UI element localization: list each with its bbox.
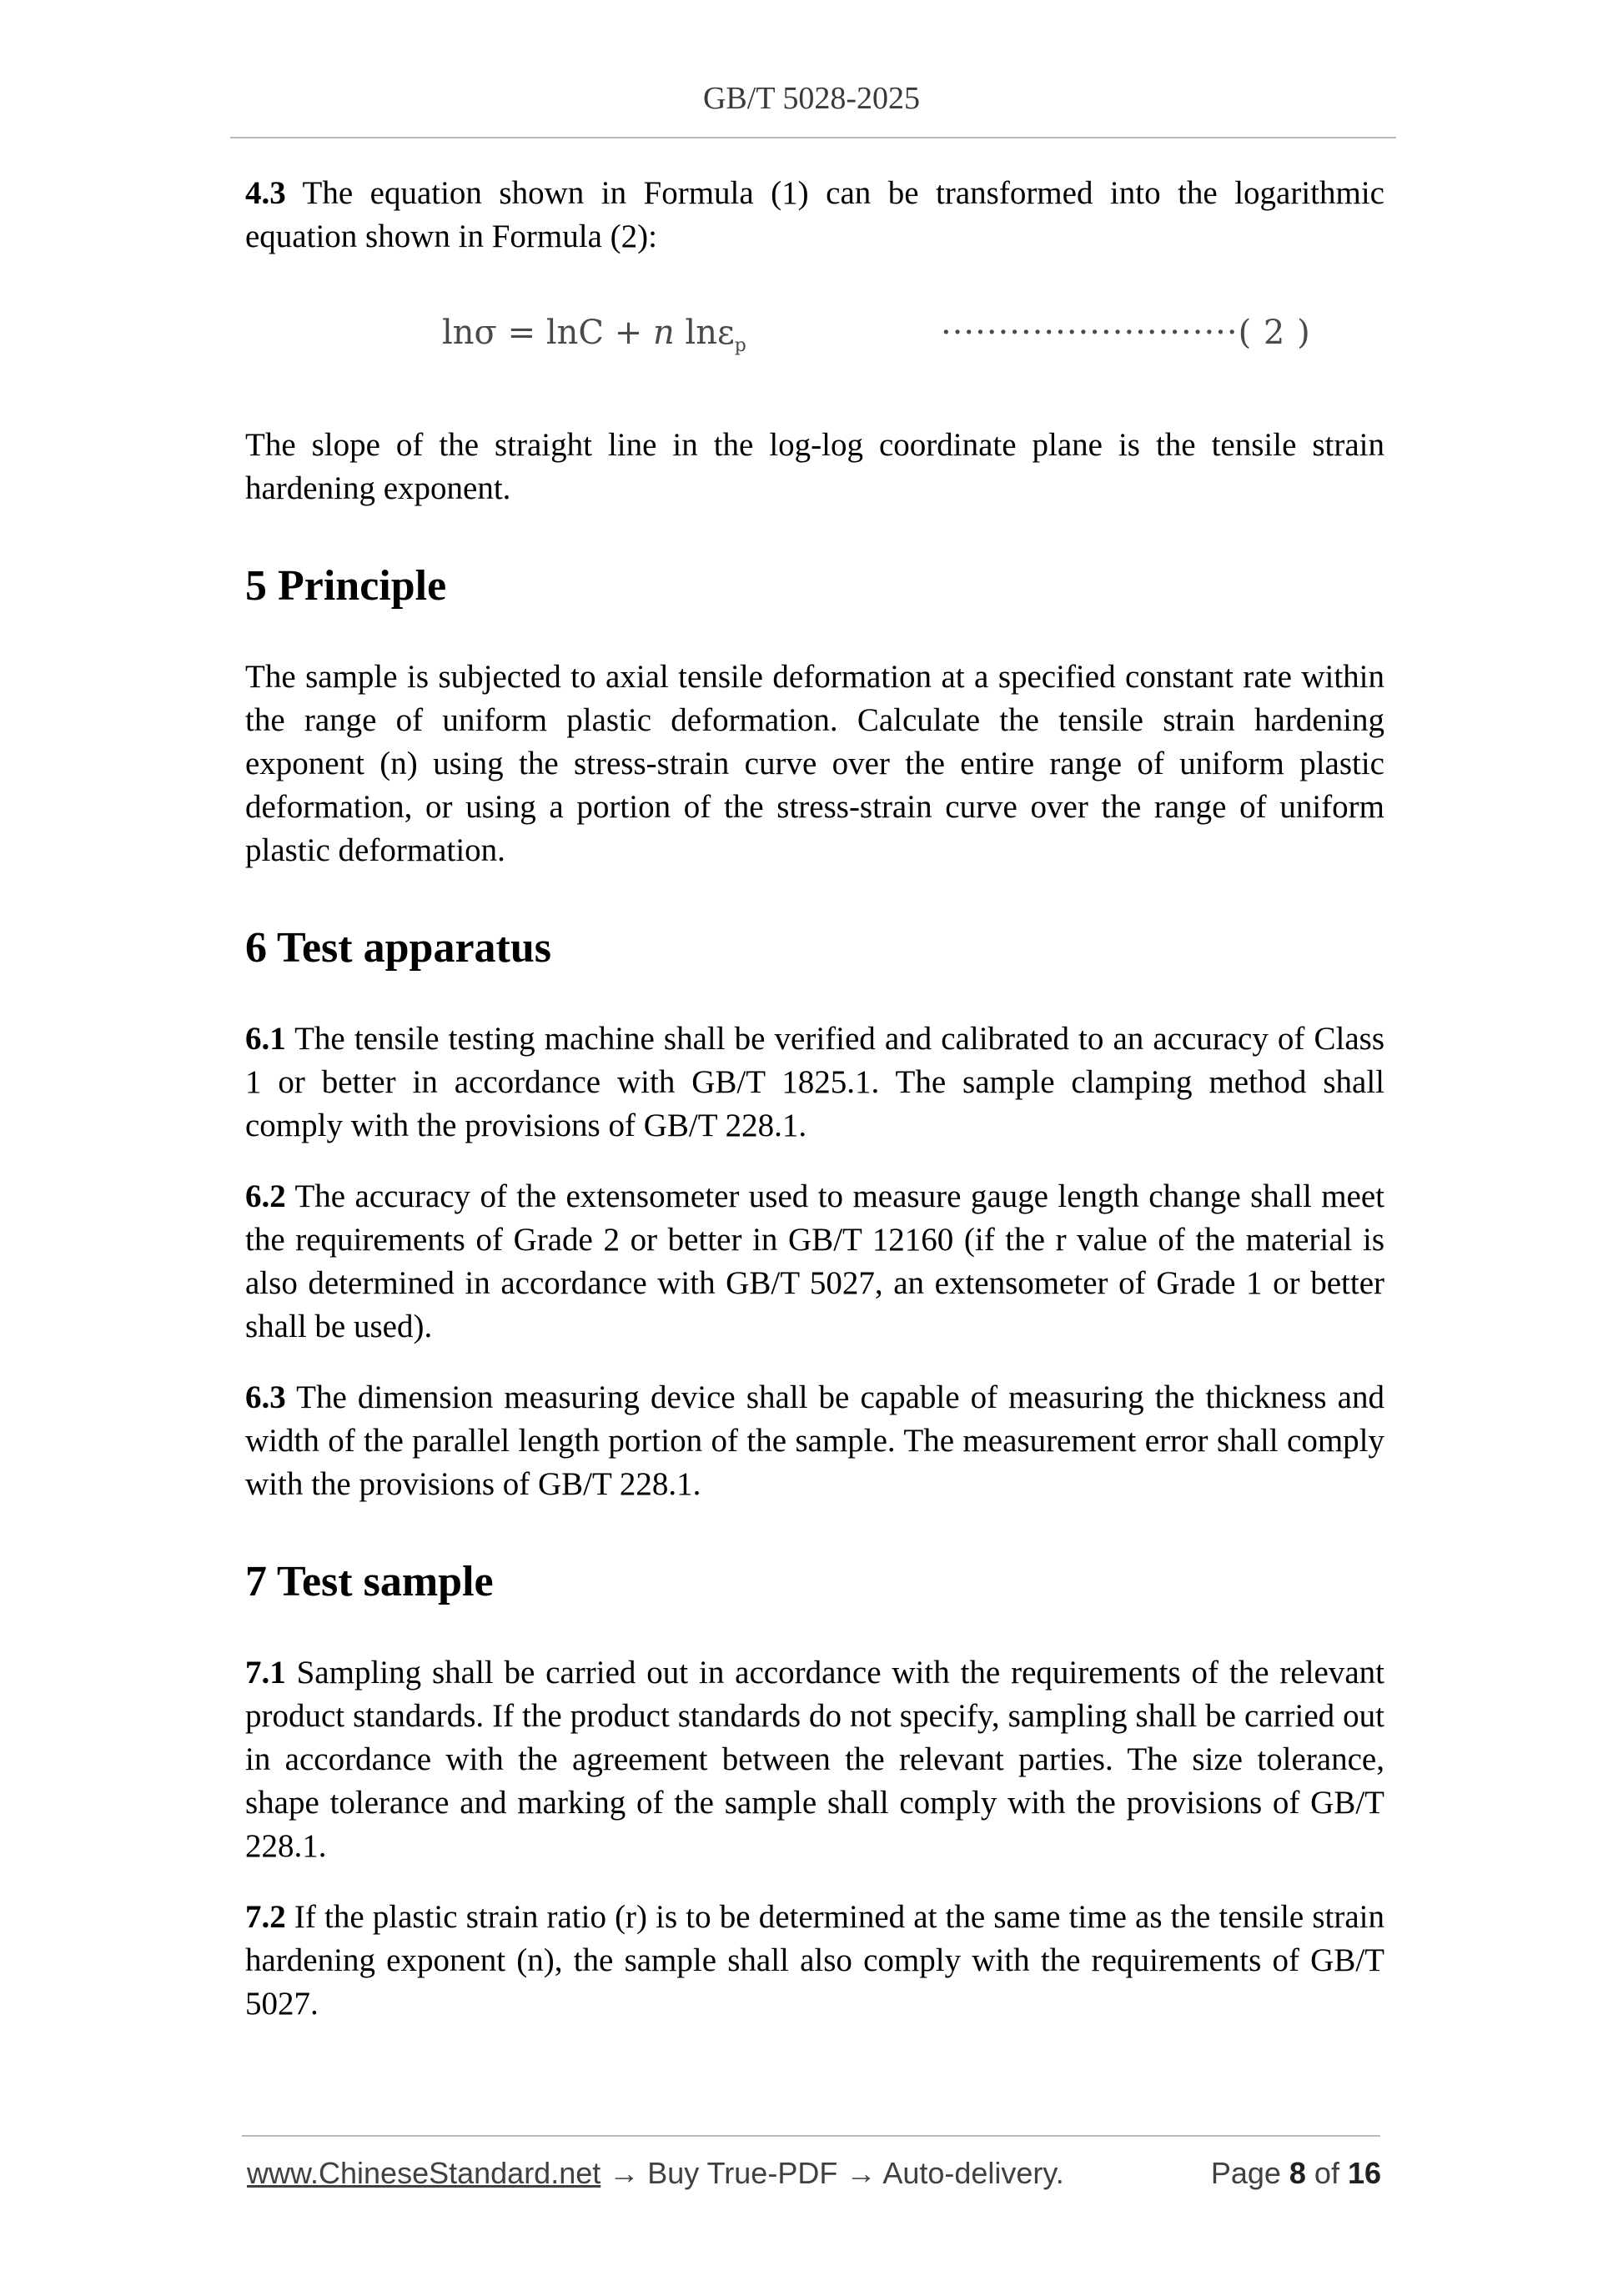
clause-text: The dimension measuring device shall be capable of measuring the thickness and width of the parallel length portion of the sample. The measurement error shall comply with the provisions of GB/T 228.1. (245, 1379, 1384, 1502)
formula-subscript-p: p (734, 335, 746, 356)
clause-7-1 (245, 1651, 1384, 1868)
clause-6-1 (245, 1017, 1384, 1148)
formula-n: n (652, 314, 675, 352)
clause-6-3 (245, 1376, 1384, 1506)
clause-number: 6.2 (245, 1178, 286, 1214)
page-footer (247, 2156, 1381, 2191)
page-indicator (1211, 2156, 1381, 2191)
formula-dots: ·························· (941, 314, 1239, 352)
slope-paragraph: The slope of the straight line in the log-log coordinate plane is the tensile strain hardening exponent. (245, 427, 1384, 506)
website-link[interactable]: www.ChineseStandard.net (247, 2156, 601, 2190)
principle-paragraph: The sample is subjected to axial tensile deformation at a specified constant rate within the range of uniform plastic deformation. Calculate the tensile strain hardening exponent (n) using the stress-strain curve over the entire range of uniform plastic deformation, or using a portion of the stress-strain curve over the range of uniform plastic deformation. (245, 659, 1384, 868)
page-of-label: of (1305, 2156, 1348, 2190)
page-number: 8 (1289, 2156, 1306, 2190)
section-heading-principle: 5 Principle (245, 562, 447, 610)
clause-text: The equation shown in Formula (1) can be transformed into the logarithmic equation shown in Formula (2): (245, 175, 1384, 254)
formula-number: ( 2 ) (1238, 314, 1311, 352)
formula-plus: + (603, 314, 653, 352)
clause-number: 7.2 (245, 1899, 286, 1935)
formula-ln-epsilon: lnε (674, 314, 735, 352)
clause-7-2 (245, 1896, 1384, 2026)
formula-equals: = (496, 314, 546, 352)
page-content (245, 172, 1384, 2026)
clause-number: 4.3 (245, 175, 286, 211)
clause-number: 7.1 (245, 1655, 286, 1691)
clause-text: If the plastic strain ratio (r) is to be determined at the same time as the tensile strain hardening exponent (n), the sample shall also comply with the requirements of GB/T 5027. (245, 1899, 1384, 2022)
footer-tagline: → Buy True-PDF → Auto-delivery. (600, 2156, 1064, 2190)
footer-divider (242, 2135, 1380, 2137)
formula-ln-c: lnC (545, 314, 604, 352)
clause-text: Sampling shall be carried out in accordance with the requirements of the relevant product standards. If the product standards do not specify, sampling shall be carried out in accordance with the agreement between the relevant parties. The size tolerance, shape tolerance and marking of the sample shall comply with the provisions of GB/T 228.1. (245, 1655, 1384, 1864)
page-header: GB/T 5028-2025 (702, 81, 921, 116)
section-heading-test-sample: 7 Test sample (245, 1558, 494, 1605)
section-heading-test-apparatus: 6 Test apparatus (245, 924, 551, 972)
page-label: Page (1210, 2156, 1289, 2190)
clause-number: 6.3 (245, 1379, 286, 1415)
clause-text: The accuracy of the extensometer used to measure gauge length change shall meet the requirements of Grade 2 or better in GB/T 12160 (if the r value of the material is also determined in accordance with GB/T 5027, an extensometer of Grade 1 or better shall be used). (245, 1178, 1384, 1344)
header-divider (230, 137, 1396, 138)
clause-text: The tensile testing machine shall be verified and calibrated to an accuracy of Class 1 or better in accordance with GB/T 1825.1. The sample clamping method shall comply with the provisions of GB/T 228.1. (245, 1021, 1384, 1143)
clause-4-3 (245, 172, 1384, 259)
page-total: 16 (1347, 2156, 1381, 2190)
formula-ln-sigma: lnσ (442, 314, 497, 352)
clause-6-2 (245, 1175, 1384, 1349)
clause-number: 6.1 (245, 1021, 286, 1057)
